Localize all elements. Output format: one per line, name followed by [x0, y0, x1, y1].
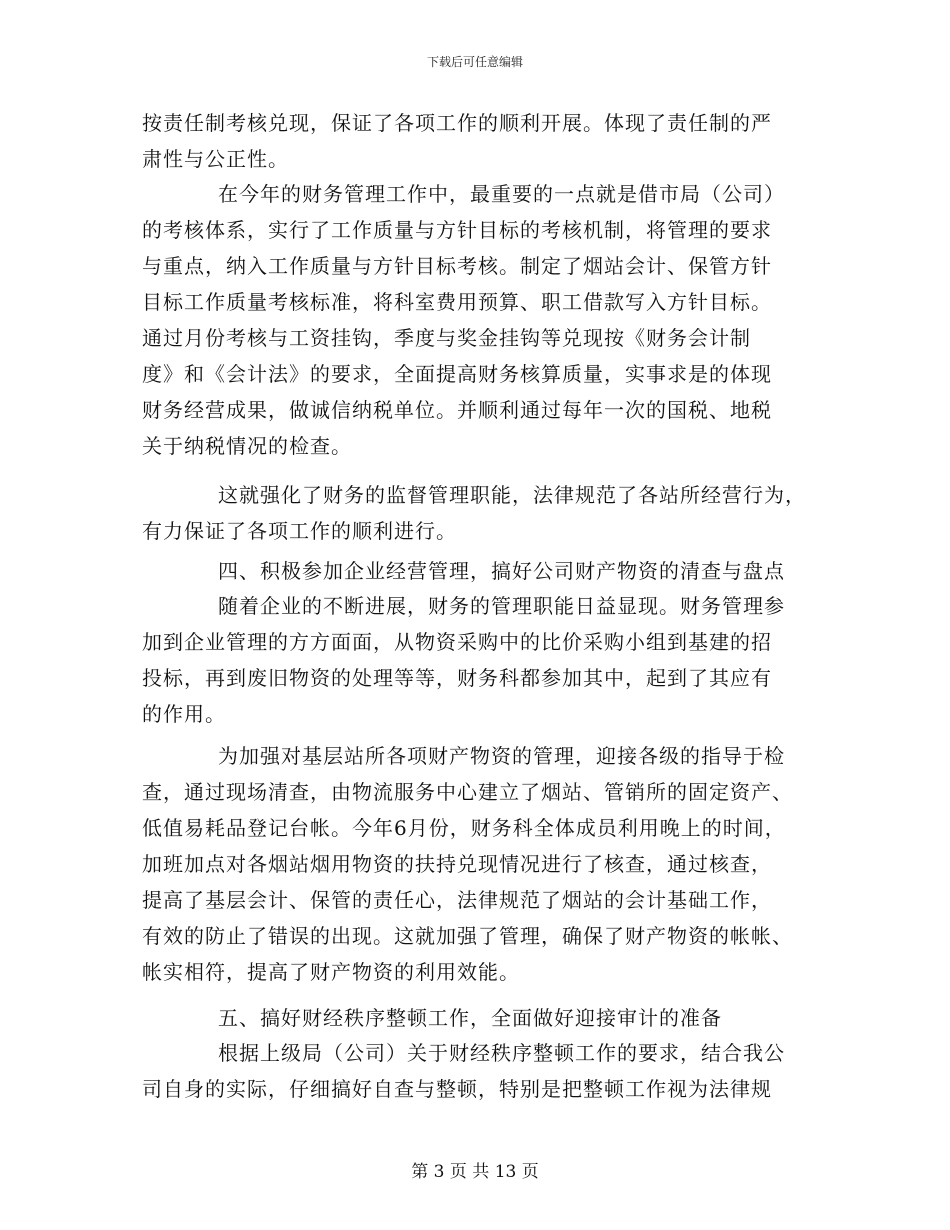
text-line: 加到企业管理的方方面面，从物资采购中的比价采购小组到基建的招: [142, 630, 772, 654]
text-line: 财务经营成果，做诚信纳税单位。并顺利通过每年一次的国税、地税: [142, 398, 772, 422]
text-line: 司自身的实际，仔细搞好自查与整顿，特别是把整顿工作视为法律规: [142, 1077, 772, 1101]
text-line: 度》和《会计法》的要求，全面提高财务核算质量，实事求是的体现: [142, 362, 772, 386]
text-line: 的考核体系，实行了工作质量与方针目标的考核机制，将管理的要求: [142, 218, 772, 242]
text-line: 查，通过现场清查，由物流服务中心建立了烟站、管销所的固定资产、: [142, 780, 793, 804]
text-line: 加班加点对各烟站烟用物资的扶持兑现情况进行了核查，通过核查，: [142, 852, 772, 876]
text-line: 帐实相符，提高了财产物资的利用效能。: [142, 960, 520, 984]
text-line: 目标工作质量考核标准，将科室费用预算、职工借款写入方针目标。: [142, 290, 772, 314]
text-line: 投标，再到废旧物资的处理等等，财务科都参加其中，起到了其应有: [142, 666, 772, 690]
paragraph-first-line: 在今年的财务管理工作中，最重要的一点就是借市局（公司）: [218, 182, 785, 206]
text-line: 有力保证了各项工作的顺利进行。: [142, 519, 457, 543]
section-heading-4: 四、积极参加企业经营管理，搞好公司财产物资的清查与盘点: [218, 559, 785, 583]
text-line: 肃性与公正性。: [142, 147, 289, 171]
page-footer: 第 3 页 共 13 页: [411, 1162, 539, 1182]
paragraph-first-line: 这就强化了财务的监督管理职能，法律规范了各站所经营行为，: [218, 483, 806, 507]
text-line: 关于纳税情况的检查。: [142, 434, 352, 458]
text-line: 通过月份考核与工资挂钩，季度与奖金挂钩等兑现按《财务会计制: [142, 326, 751, 350]
text-line: 与重点，纳入工作质量与方针目标考核。制定了烟站会计、保管方针: [142, 254, 772, 278]
text-line: 提高了基层会计、保管的责任心，法律规范了烟站的会计基础工作，: [142, 888, 772, 912]
paragraph-first-line: 随着企业的不断进展，财务的管理职能日益显现。财务管理参: [218, 594, 785, 618]
paragraph-first-line: 根据上级局（公司）关于财经秩序整顿工作的要求，结合我公: [218, 1041, 785, 1065]
text-line: 按责任制考核兑现，保证了各项工作的顺利开展。体现了责任制的严: [142, 111, 772, 135]
text-line: 低值易耗品登记台帐。今年6月份，财务科全体成员利用晚上的时间，: [142, 816, 786, 840]
section-heading-5: 五、搞好财经秩序整顿工作，全面做好迎接审计的准备: [218, 1006, 722, 1030]
page-header: 下载后可任意编辑: [426, 55, 523, 69]
paragraph-first-line: 为加强对基层站所各项财产物资的管理，迎接各级的指导于检: [218, 744, 785, 768]
text-line: 有效的防止了错误的出现。这就加强了管理，确保了财产物资的帐帐、: [142, 924, 793, 948]
text-line: 的作用。: [142, 702, 226, 726]
